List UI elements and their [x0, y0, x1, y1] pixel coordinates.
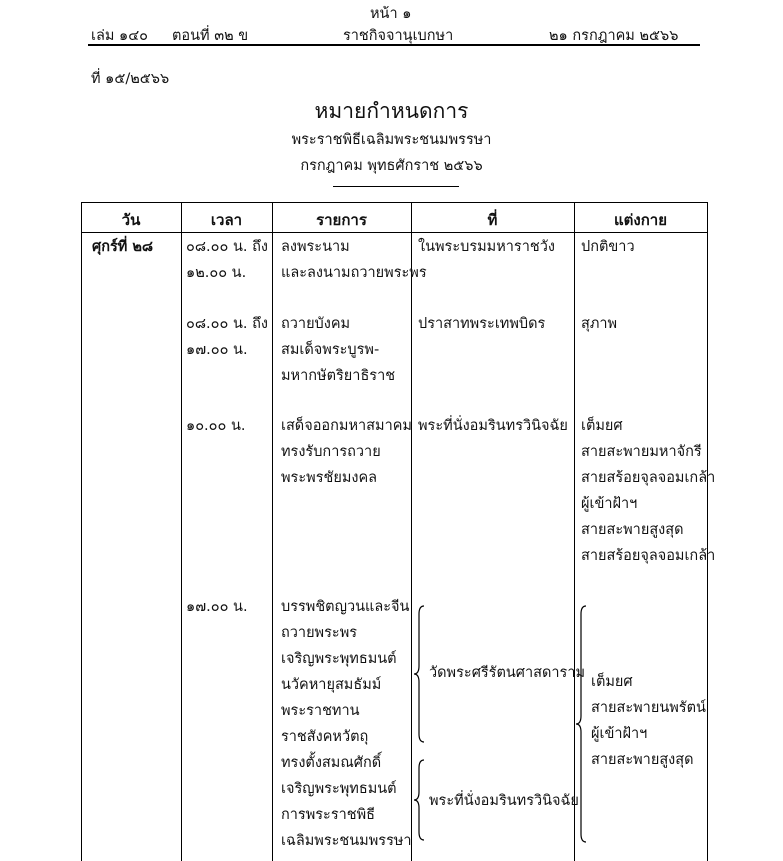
- row-1-place: ในพระบรมมหาราชวัง: [418, 239, 555, 255]
- table-col-border: [81, 202, 82, 861]
- document-title: หมายกำหนดการ: [314, 99, 469, 123]
- ceremony-date: กรกฎาคม พุทธศักราช ๒๕๖๖: [300, 158, 483, 174]
- document-number: ที่ ๑๕/๒๕๖๖: [91, 71, 170, 87]
- day-cell: ศุกร์ที่ ๒๘: [92, 239, 154, 255]
- column-header-place: ที่: [487, 211, 498, 229]
- table-top-border: [81, 202, 708, 203]
- table-col-border: [272, 202, 273, 861]
- attire-brace: [576, 604, 592, 844]
- row-1-event: ลงพระนาม และลงนามถวายพระพร: [281, 239, 427, 281]
- row-4-time: ๑๗.๐๐ น.: [186, 599, 248, 615]
- row-2-event: ถวายบังคม สมเด็จพระบูรพ- มหากษัตริยาธิราช: [281, 316, 396, 384]
- gazette-name: ราชกิจจานุเบกษา: [343, 28, 454, 44]
- section-number: ตอนที่ ๓๒ ข: [172, 28, 249, 44]
- row-3-event: เสด็จออกมหาสมาคม ทรงรับการถวาย พระพรชัยมงคล: [281, 418, 412, 486]
- column-header-attire: แต่งกาย: [613, 211, 668, 229]
- table-col-border: [574, 202, 575, 861]
- header-rule: [88, 44, 700, 46]
- row-4-place-upper: วัดพระศรีรัตนศาสดาราม: [429, 665, 586, 681]
- column-header-day: วัน: [121, 211, 141, 229]
- column-header-time: เวลา: [210, 211, 243, 229]
- row-3-place: พระที่นั่งอมรินทรวินิจฉัย: [418, 418, 568, 434]
- row-2-time: ๐๘.๐๐ น. ถึง ๑๗.๐๐ น.: [186, 316, 268, 358]
- row-2-attire: สุภาพ: [581, 316, 618, 332]
- column-header-event: รายการ: [316, 211, 367, 229]
- gazette-date: ๒๑ กรกฎาคม ๒๕๖๖: [549, 28, 679, 44]
- row-1-attire: ปกติขาว: [581, 239, 635, 255]
- row-2-place: ปราสาทพระเทพบิดร: [418, 316, 546, 332]
- row-3-attire: เต็มยศ สายสะพายมหาจักรี สายสร้อยจุลจอมเกล้า ผู้เข้าฝ้าฯ สายสะพายสูงสุด สายสร้อยจุลจอมเกล้า: [581, 418, 716, 564]
- place-brace-upper: [414, 604, 430, 744]
- table-col-border: [181, 202, 182, 861]
- row-1-time: ๐๘.๐๐ น. ถึง ๑๒.๐๐ น.: [186, 239, 268, 281]
- row-4-place-lower: พระที่นั่งอมรินทรวินิจฉัย: [429, 793, 579, 809]
- title-divider: [333, 186, 459, 187]
- row-3-time: ๑๐.๐๐ น.: [186, 418, 246, 434]
- table-header-border: [81, 232, 708, 233]
- volume-number: เล่ม ๑๔๐: [91, 28, 149, 44]
- row-4-event: บรรพชิตญวนและจีน ถวายพระพร เจริญพระพุทธมนต์ นวัคหายุสมธัมม์ พระราชทาน ราชสังคหวัตถุ ทรงตั้งสมณศักดิ์ เจริญพระพุทธมนต์ การพระราชพิธี เฉลิมพระชนมพรรษา: [281, 599, 412, 849]
- place-brace-lower: [414, 758, 430, 842]
- row-4-attire: เต็มยศ สายสะพายนพรัตน์ ผู้เข้าฝ้าฯ สายสะพายสูงสุด: [591, 674, 706, 768]
- page-number: หน้า ๑: [370, 6, 412, 22]
- ceremony-name: พระราชพิธีเฉลิมพระชนมพรรษา: [291, 132, 492, 148]
